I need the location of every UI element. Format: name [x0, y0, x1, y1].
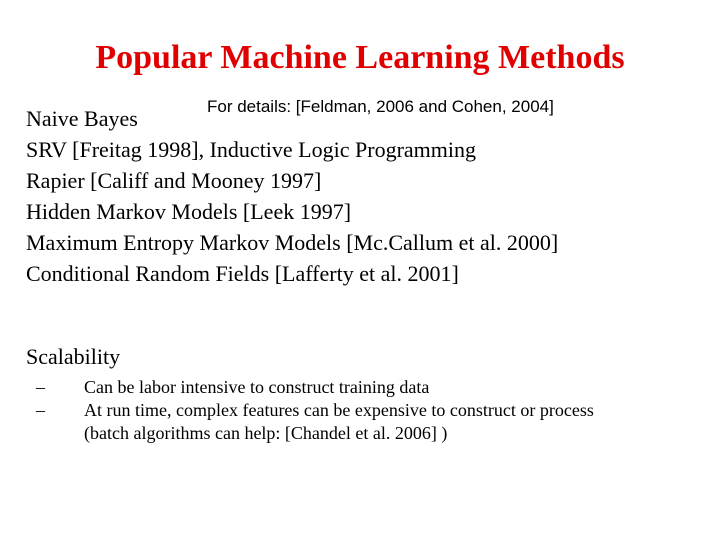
method-item: Conditional Random Fields [Lafferty et al. 2001]: [26, 261, 459, 286]
scalability-heading: Scalability: [26, 344, 121, 369]
methods-list: [26, 103, 558, 289]
method-item: Hidden Markov Models [Leek 1997]: [26, 199, 352, 224]
dash-bullet: –: [36, 377, 45, 397]
scalability-point: [36, 376, 686, 399]
point-text: At run time, complex features can be expensive to construct or process: [84, 400, 594, 420]
scalability-point: [36, 399, 686, 445]
point-text: Can be labor intensive to construct training data: [84, 377, 430, 397]
method-item: Naive Bayes: [26, 106, 138, 131]
method-item: Maximum Entropy Markov Models [Mc.Callum et al. 2000]: [26, 230, 559, 255]
scalability-points: [36, 376, 686, 445]
method-item: SRV [Freitag 1998], Inductive Logic Programming: [26, 137, 476, 162]
point-text-continued: (batch algorithms can help: [Chandel et al. 2006] ): [84, 423, 448, 443]
dash-bullet: –: [36, 400, 45, 420]
method-item: Rapier [Califf and Mooney 1997]: [26, 168, 322, 193]
slide-title: Popular Machine Learning Methods: [95, 39, 625, 76]
details-note: For details: [Feldman, 2006 and Cohen, 2004]: [207, 97, 554, 116]
